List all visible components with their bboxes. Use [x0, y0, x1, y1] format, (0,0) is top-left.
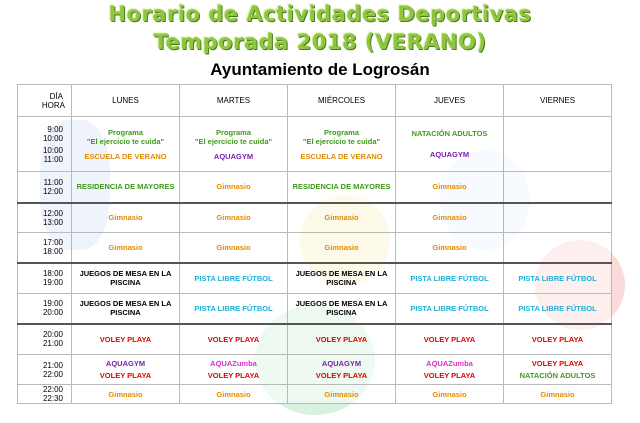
- time-cell: 9:00 10:00 10:00 11:00: [18, 117, 72, 172]
- activity-cell: AQUAGYM VOLEY PLAYA: [288, 355, 396, 385]
- corner-day-label: DÍA: [49, 91, 63, 101]
- corner-hour-label: HORA: [41, 100, 65, 110]
- activity-cell: Gimnasio: [288, 233, 396, 263]
- activity-cell: JUEGOS DE MESA EN LA PISCINA: [72, 263, 180, 294]
- page-subtitle: Ayuntamiento de Logrosán: [210, 60, 430, 79]
- table-row: [18, 294, 612, 324]
- activity-cell: VOLEY PLAYA NATACIÓN ADULTOS: [504, 355, 612, 385]
- time-cell: 11:00 12:00: [18, 172, 72, 203]
- time-cell: 21:00 22:00: [18, 355, 72, 385]
- day-header-friday: VIERNES: [504, 85, 612, 117]
- activity-cell: RESIDENCIA DE MAYORES: [72, 172, 180, 203]
- day-header-thursday: JUEVES: [396, 85, 504, 117]
- schedule-table: [17, 84, 612, 404]
- activity-cell: Gimnasio: [180, 172, 288, 203]
- activity-cell: Gimnasio: [180, 233, 288, 263]
- activity-cell: Gimnasio: [72, 385, 180, 404]
- table-row: [18, 324, 612, 355]
- page-title-line1: Horario de Actividades Deportivas: [108, 2, 532, 26]
- table-row: [18, 117, 612, 172]
- table-row: [18, 385, 612, 404]
- activity-cell: Gimnasio: [180, 203, 288, 233]
- activity-cell: PISTA LIBRE FÚTBOL: [396, 263, 504, 294]
- activity-cell: Gimnasio: [396, 172, 504, 203]
- activity-cell: VOLEY PLAYA: [288, 324, 396, 355]
- activity-cell: PISTA LIBRE FÚTBOL: [396, 294, 504, 324]
- activity-cell: Programa "El ejercicio te cuida" AQUAGYM: [180, 117, 288, 172]
- table-row: [18, 172, 612, 203]
- activity-cell: Programa "El ejercicio te cuida" ESCUELA DE VERANO: [72, 117, 180, 172]
- day-header-tuesday: MARTES: [180, 85, 288, 117]
- page-title-line2: Temporada 2018 (VERANO): [153, 30, 487, 54]
- time-cell: 22:00 22:30: [18, 385, 72, 404]
- activity-cell: Gimnasio: [288, 203, 396, 233]
- time-cell: 17:00 18:00: [18, 233, 72, 263]
- table-row: [18, 233, 612, 263]
- activity-cell: Programa "El ejercicio te cuida" ESCUELA DE VERANO: [288, 117, 396, 172]
- activity-cell: [504, 172, 612, 203]
- activity-cell: [504, 117, 612, 172]
- activity-cell: NATACIÓN ADULTOS AQUAGYM: [396, 117, 504, 172]
- activity-cell: AQUAZumba VOLEY PLAYA: [180, 355, 288, 385]
- activity-cell: [504, 203, 612, 233]
- activity-cell: Gimnasio: [396, 385, 504, 404]
- activity-cell: JUEGOS DE MESA EN LA PISCINA: [72, 294, 180, 324]
- activity-cell: Gimnasio: [396, 233, 504, 263]
- table-header-row: [18, 85, 612, 117]
- activity-cell: AQUAZumba VOLEY PLAYA: [396, 355, 504, 385]
- activity-cell: PISTA LIBRE FÚTBOL: [180, 263, 288, 294]
- activity-cell: VOLEY PLAYA: [504, 324, 612, 355]
- activity-cell: VOLEY PLAYA: [180, 324, 288, 355]
- time-cell: 19:00 20:00: [18, 294, 72, 324]
- day-header-wednesday: MIÉRCOLES: [288, 85, 396, 117]
- activity-cell: Gimnasio: [72, 203, 180, 233]
- activity-cell: Gimnasio: [72, 233, 180, 263]
- activity-cell: PISTA LIBRE FÚTBOL: [180, 294, 288, 324]
- activity-cell: RESIDENCIA DE MAYORES: [288, 172, 396, 203]
- activity-cell: VOLEY PLAYA: [72, 324, 180, 355]
- activity-cell: VOLEY PLAYA: [396, 324, 504, 355]
- activity-cell: [504, 233, 612, 263]
- activity-cell: PISTA LIBRE FÚTBOL: [504, 294, 612, 324]
- activity-cell: JUEGOS DE MESA EN LA PISCINA: [288, 263, 396, 294]
- table-row: [18, 203, 612, 233]
- activity-cell: Gimnasio: [396, 203, 504, 233]
- activity-cell: Gimnasio: [180, 385, 288, 404]
- time-cell: 20:00 21:00: [18, 324, 72, 355]
- time-cell: 12:00 13:00: [18, 203, 72, 233]
- activity-cell: Gimnasio: [288, 385, 396, 404]
- activity-cell: AQUAGYM VOLEY PLAYA: [72, 355, 180, 385]
- activity-cell: Gimnasio: [504, 385, 612, 404]
- table-row: [18, 355, 612, 385]
- activity-cell: PISTA LIBRE FÚTBOL: [504, 263, 612, 294]
- corner-cell: [18, 85, 72, 117]
- table-row: [18, 263, 612, 294]
- day-header-monday: LUNES: [72, 85, 180, 117]
- activity-cell: JUEGOS DE MESA EN LA PISCINA: [288, 294, 396, 324]
- time-cell: 18:00 19:00: [18, 263, 72, 294]
